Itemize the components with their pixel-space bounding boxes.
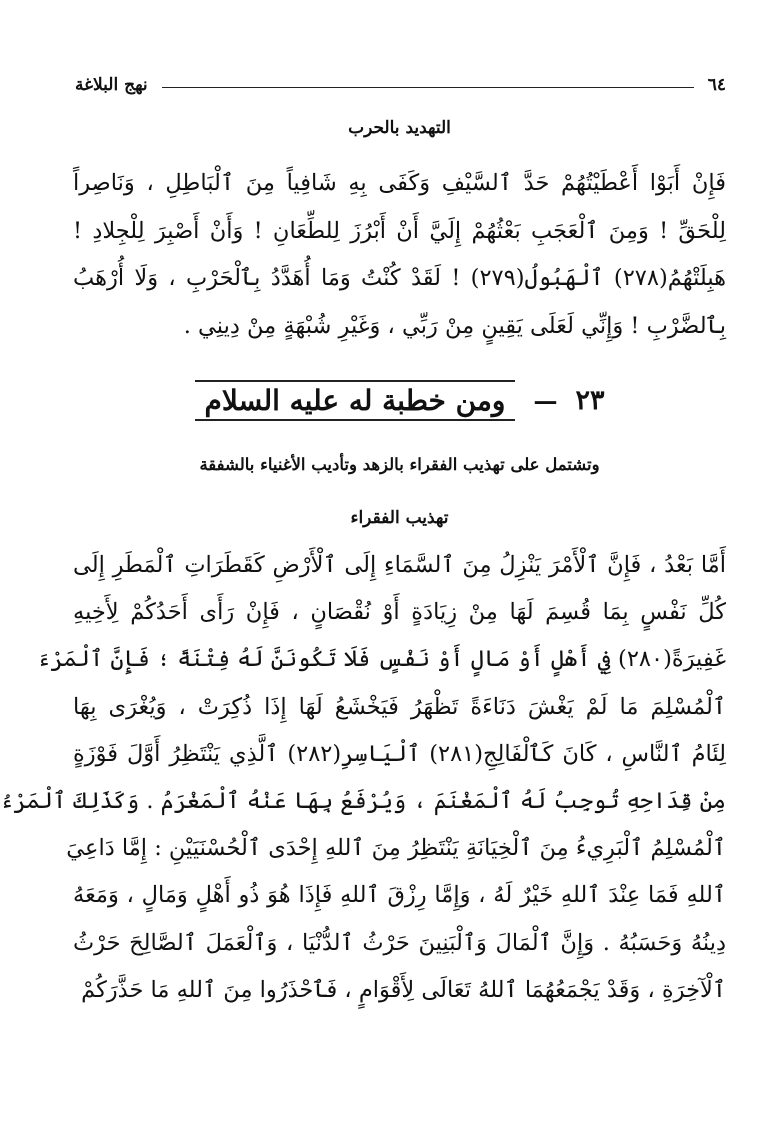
- paragraph-threat: [73, 160, 726, 350]
- book-title: نهج البلاغة: [75, 75, 148, 95]
- text-line: ٱلْآخِرَةِ ، وَقَدْ يَجْمَعُهُمَا ٱللهُ تَعَالَى لِأَقْوَامٍ ، فَٱحْذَرُوا مِنَ ٱللهِ مَا حَذَّرَكُمْ: [81, 976, 726, 1003]
- text-line: أَمَّا بَعْدُ ، فَإِنَّ ٱلْأَمْرَ يَنْزِلُ مِنَ ٱلسَّمَاءِ إِلَى ٱلْأَرْضِ كَقَطَرَاتِ ٱلْمَطَرِ إِلَى: [73, 552, 726, 578]
- text-line: ٱلْمُسْلِمُ ٱلْبَرِيءُ مِنَ ٱلْخِيَانَةِ يَنْتَظِرُ مِنَ ٱللهِ إِحْدَى ٱلْحُسْنَيَيْنِ : إِمَّا دَاعِيَ: [66, 835, 726, 862]
- text-line: لِئَامُ ٱلنَّاسِ ، كَانَ كَٱلْفَالِجِ(٢٨١) ٱلْيَاسِرِ(٢٨٢) ٱلَّذِي يَنْتَظِرُ أَوَّلَ فَوْزَةٍ: [73, 740, 727, 767]
- text-line: لِلْحَقِّ ! وَمِنَ ٱلْعَجَبِ بَعْثُهُمْ إِلَيَّ أَنْ أَبْرُزَ لِلطِّعَانِ ! وَأَنْ أَصْبِرَ لِلْجِلادِ !: [73, 217, 726, 244]
- text-line: ٱلْمُسْلِمَ مَا لَمْ يَغْشَ دَنَاءَةً تَظْهَرُ فَيَخْشَعُ لَهَا إِذَا ذُكِرَتْ ، وَيُغْرَى بِهَا: [73, 693, 726, 720]
- section-subtitle-poor: تهذيب الفقراء: [350, 508, 449, 528]
- section-subtitle-threat: التهديد بالحرب: [348, 118, 451, 138]
- sermon-dash: —: [533, 386, 558, 415]
- text-line: مِنْ قِدَاحِهِ تُوجِبُ لَهُ ٱلْمَغْنَمَ ، وَيُرْفَعُ بِهَا عَنْهُ ٱلْمَغْرَمُ . وَكَذَلِكَ ٱلْمَرْءُ: [0, 788, 726, 815]
- sermon-number: ٢٣: [575, 385, 605, 416]
- text-line: بِٱلضَّرْبِ ! وَإِنِّي لَعَلَى يَقِينٍ مِنْ رَبِّي ، وَغَيْرِ شُبْهَةٍ مِنْ دِينِي .: [183, 312, 726, 339]
- text-line: دِينُهُ وَحَسَبُهُ . وَإِنَّ ٱلْمَالَ وَٱلْبَنِينَ حَرْثُ ٱلدُّنْيَا ، وَٱلْعَمَلَ ٱلصَّالِحَ حَرْثُ: [73, 929, 726, 956]
- text-line: ٱللهِ فَمَا عِنْدَ ٱللهِ خَيْرٌ لَهُ ، وَإِمَّا رِزْقَ ٱللهِ فَإِذَا هُوَ ذُو أَهْلٍ وَمَالٍ ، وَمَعَهُ: [73, 882, 726, 909]
- sermon-description: وتشتمل على تهذيب الفقراء بالزهد وتأديب الأغنياء بالشفقة: [199, 455, 600, 474]
- text-line: غَفِيرَةً(٢٨٠) فِي أَهْلٍ أَوْ مَالٍ أَوْ نَفْسٍ فَلَا تَكُونَنَّ لَهُ فِتْنَةً ؛ فَإِنَّ ٱلْمَرْءَ: [37, 646, 726, 673]
- sermon-title: ومن خطبة له عليه السلام: [195, 380, 516, 421]
- running-header: [75, 70, 726, 100]
- page-number: ٦٤: [707, 75, 726, 95]
- text-line: كُلِّ نَفْسٍ بِمَا قُسِمَ لَهَا مِنْ زِيَادَةٍ أَوْ نُقْصَانٍ ، فَإِنْ رَأَى أَحَدُكُمْ لِأَخِيهِ: [73, 599, 726, 626]
- text-line: فَإِنْ أَبَوْا أَعْطَيْتُهُمْ حَدَّ ٱلسَّيْفِ وَكَفَى بِهِ شَافِياً مِنَ ٱلْبَاطِلِ ، وَنَاصِراً: [73, 170, 726, 196]
- text-line: هَبِلَتْهُمُ(٢٧٨) ٱلْهَبُولُ(٢٧٩) ! لَقَدْ كُنْتُ وَمَا أُهَدَّدُ بِٱلْحَرْبِ ، وَلَا أُرْهَبُ: [73, 265, 727, 291]
- header-rule: [162, 87, 694, 88]
- paragraph-poor: [0, 542, 727, 1014]
- sermon-heading: [15, 380, 784, 421]
